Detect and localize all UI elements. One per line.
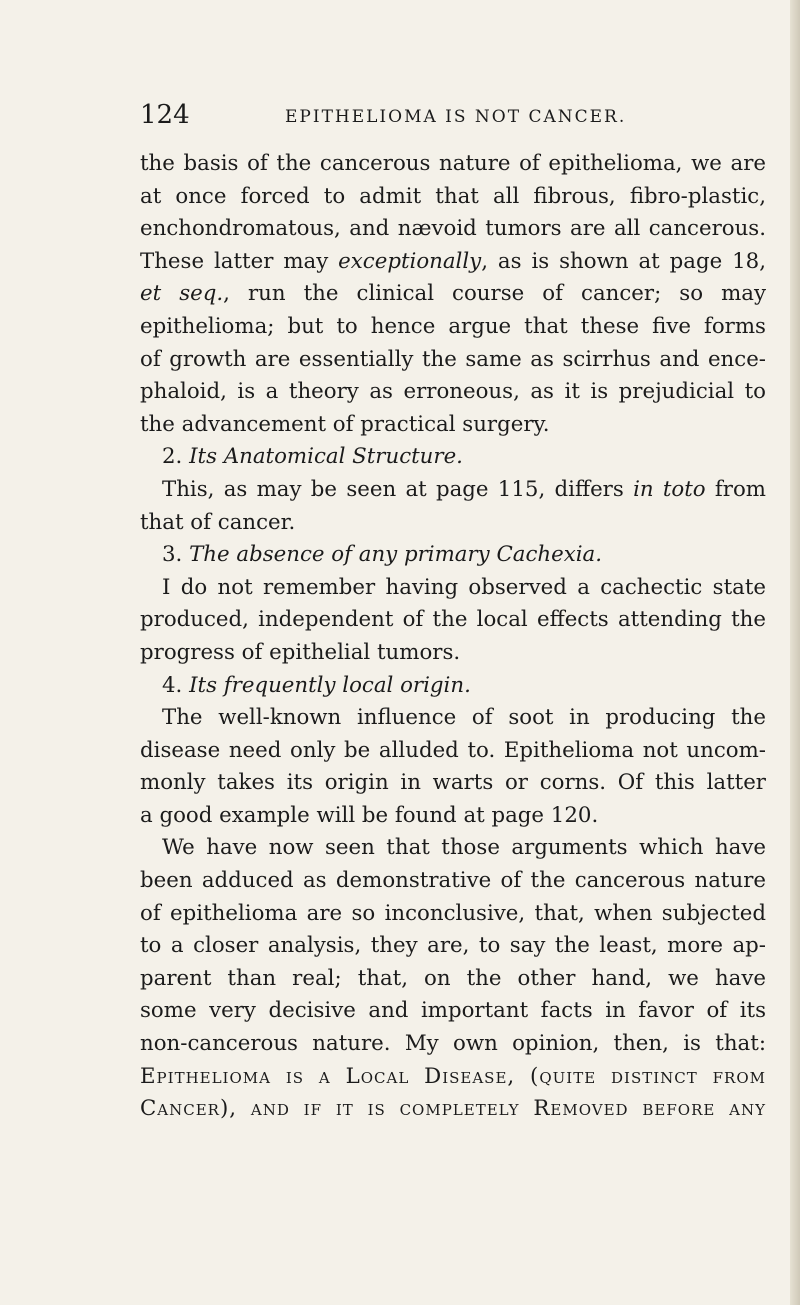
running-head: EPITHELIOMA IS NOT CANCER.: [285, 107, 627, 127]
book-page: [140, 100, 766, 1126]
text-line: of epithelioma are so inconclusive, that, when subjected: [140, 900, 766, 926]
text-line: parent than real; that, on the other hand, we have: [140, 965, 766, 991]
text-line: Epithelioma is a Local Disease, (quite distinct from: [140, 1063, 766, 1089]
text-line: of growth are essentially the same as scirrhus and ence-: [140, 346, 766, 372]
text-line: enchondromatous, and nævoid tumors are all cancerous.: [140, 216, 766, 242]
text-line: that of cancer.: [140, 509, 296, 535]
text-line: some very decisive and important facts in favor of its: [140, 998, 766, 1024]
text-line: to a closer analysis, they are, to say the least, more ap-: [140, 933, 766, 959]
text-line: non-cancerous nature. My own opinion, then, is that:: [140, 1031, 766, 1057]
text-line: monly takes its origin in warts or corns. Of this latter: [140, 770, 766, 796]
page-number: 124: [140, 100, 190, 130]
text-line: epithelioma; but to hence argue that these five forms: [140, 313, 766, 339]
text-line: been adduced as demonstrative of the cancerous nature: [140, 868, 766, 894]
section-heading: 2. Its Anatomical Structure.: [162, 444, 463, 470]
text-line: Cancer), and if it is completely Removed before any: [140, 1096, 766, 1122]
text-line: I do not remember having observed a cachectic state: [162, 574, 766, 600]
text-line: We have now seen that those arguments which have: [162, 835, 766, 861]
section-heading: 4. Its frequently local origin.: [162, 672, 471, 698]
text-line: et seq., run the clinical course of cancer; so may: [140, 281, 766, 307]
page-header: [140, 100, 766, 134]
text-line: phaloid, is a theory as erroneous, as it is prejudicial to: [140, 379, 766, 405]
text-line: disease need only be alluded to. Epithelioma not uncom-: [140, 737, 766, 763]
section-heading: 3. The absence of any primary Cachexia.: [162, 542, 602, 568]
emphasis: in toto: [633, 476, 706, 502]
text-line: This, as may be seen at page 115, differs in toto from: [162, 476, 766, 502]
text-line: the basis of the cancerous nature of epithelioma, we are: [140, 151, 766, 176]
text-line: progress of epithelial tumors.: [140, 639, 461, 665]
page-edge-shadow: [790, 0, 800, 1305]
emphasis: exceptionally: [338, 248, 482, 274]
text-line: The well-known influence of soot in producing the: [162, 705, 766, 731]
text-line: the advancement of practical surgery.: [140, 411, 550, 437]
text-line: produced, independent of the local effects attending the: [140, 607, 766, 633]
text-line: at once forced to admit that all fibrous, fibro-plastic,: [140, 183, 766, 209]
body-text: [140, 148, 766, 1126]
text-line: a good example will be found at page 120.: [140, 802, 599, 828]
emphasis: et seq.: [140, 281, 224, 307]
text-line: These latter may exceptionally, as is shown at page 18,: [140, 248, 766, 274]
